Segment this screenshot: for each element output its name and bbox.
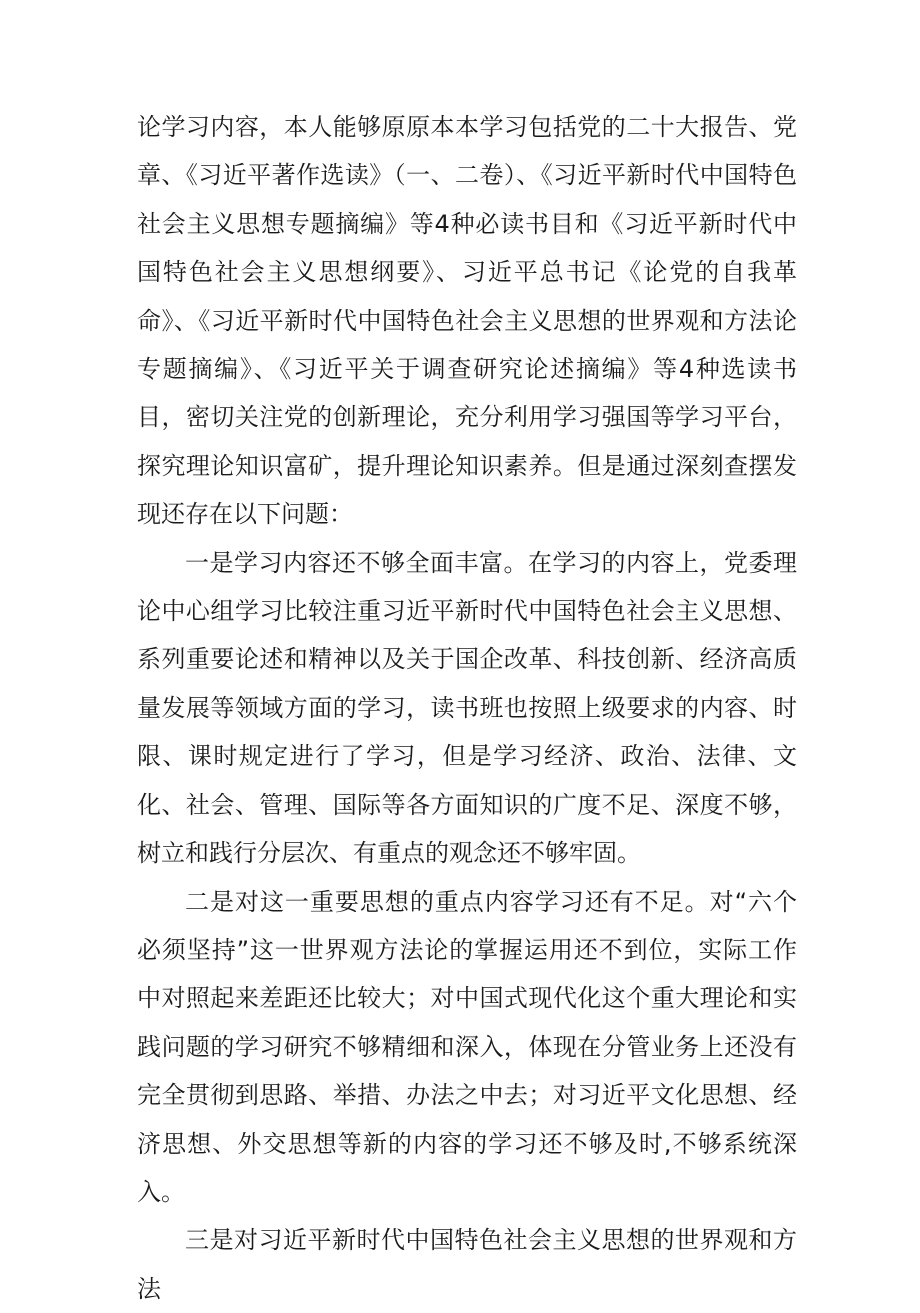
- paragraph-issue-one: 一是学习内容还不够全面丰富。在学习的内容上，党委理论中心组学习比较注重习近平新时代中国特色社会主义思想、系列重要论述和精神以及关于国企改革、科技创新、经济高质量发展等领域方面的学习，读书班也按照上级要求的内容、时限、课时规定进行了学习，但是学习经济、政治、法律、文化、社会、管理、国际等各方面知识的广度不足、深度不够，树立和践行分层次、有重点的观念还不够牢固。: [137, 548, 797, 868]
- paragraph-issue-three: 三是对习近平新时代中国特色社会主义思想的世界观和方法: [137, 1226, 797, 1303]
- paragraph-issue-two: 二是对这一重要思想的重点内容学习还有不足。对“六个必须坚持”这一世界观方法论的掌握运用还不到位，实际工作中对照起来差距还比较大；对中国式现代化这个重大理论和实践问题的学习研究不够精细和深入，体现在分管业务上还没有完全贯彻到思路、举措、办法之中去；对习近平文化思想、经济思想、外交思想等新的内容的学习还不够及时,不够系统深入。: [137, 887, 797, 1206]
- document-body: [137, 103, 797, 1313]
- paragraph-study-content: 论学习内容，本人能够原原本本学习包括党的二十大报告、党章、《习近平著作选读》（一、二卷）、《习近平新时代中国特色社会主义思想专题摘编》等4种必读书目和《习近平新时代中国特色社会主义思想纲要》、习近平总书记《论党的自我革命》、《习近平新时代中国特色社会主义思想的世界观和方法论专题摘编》、《习近平关于调查研究论述摘编》等4种选读书目，密切关注党的创新理论，充分利用学习强国等学习平台，探究理论知识富矿，提升理论知识素养。但是通过深刻查摆发现还存在以下问题：: [137, 113, 797, 529]
